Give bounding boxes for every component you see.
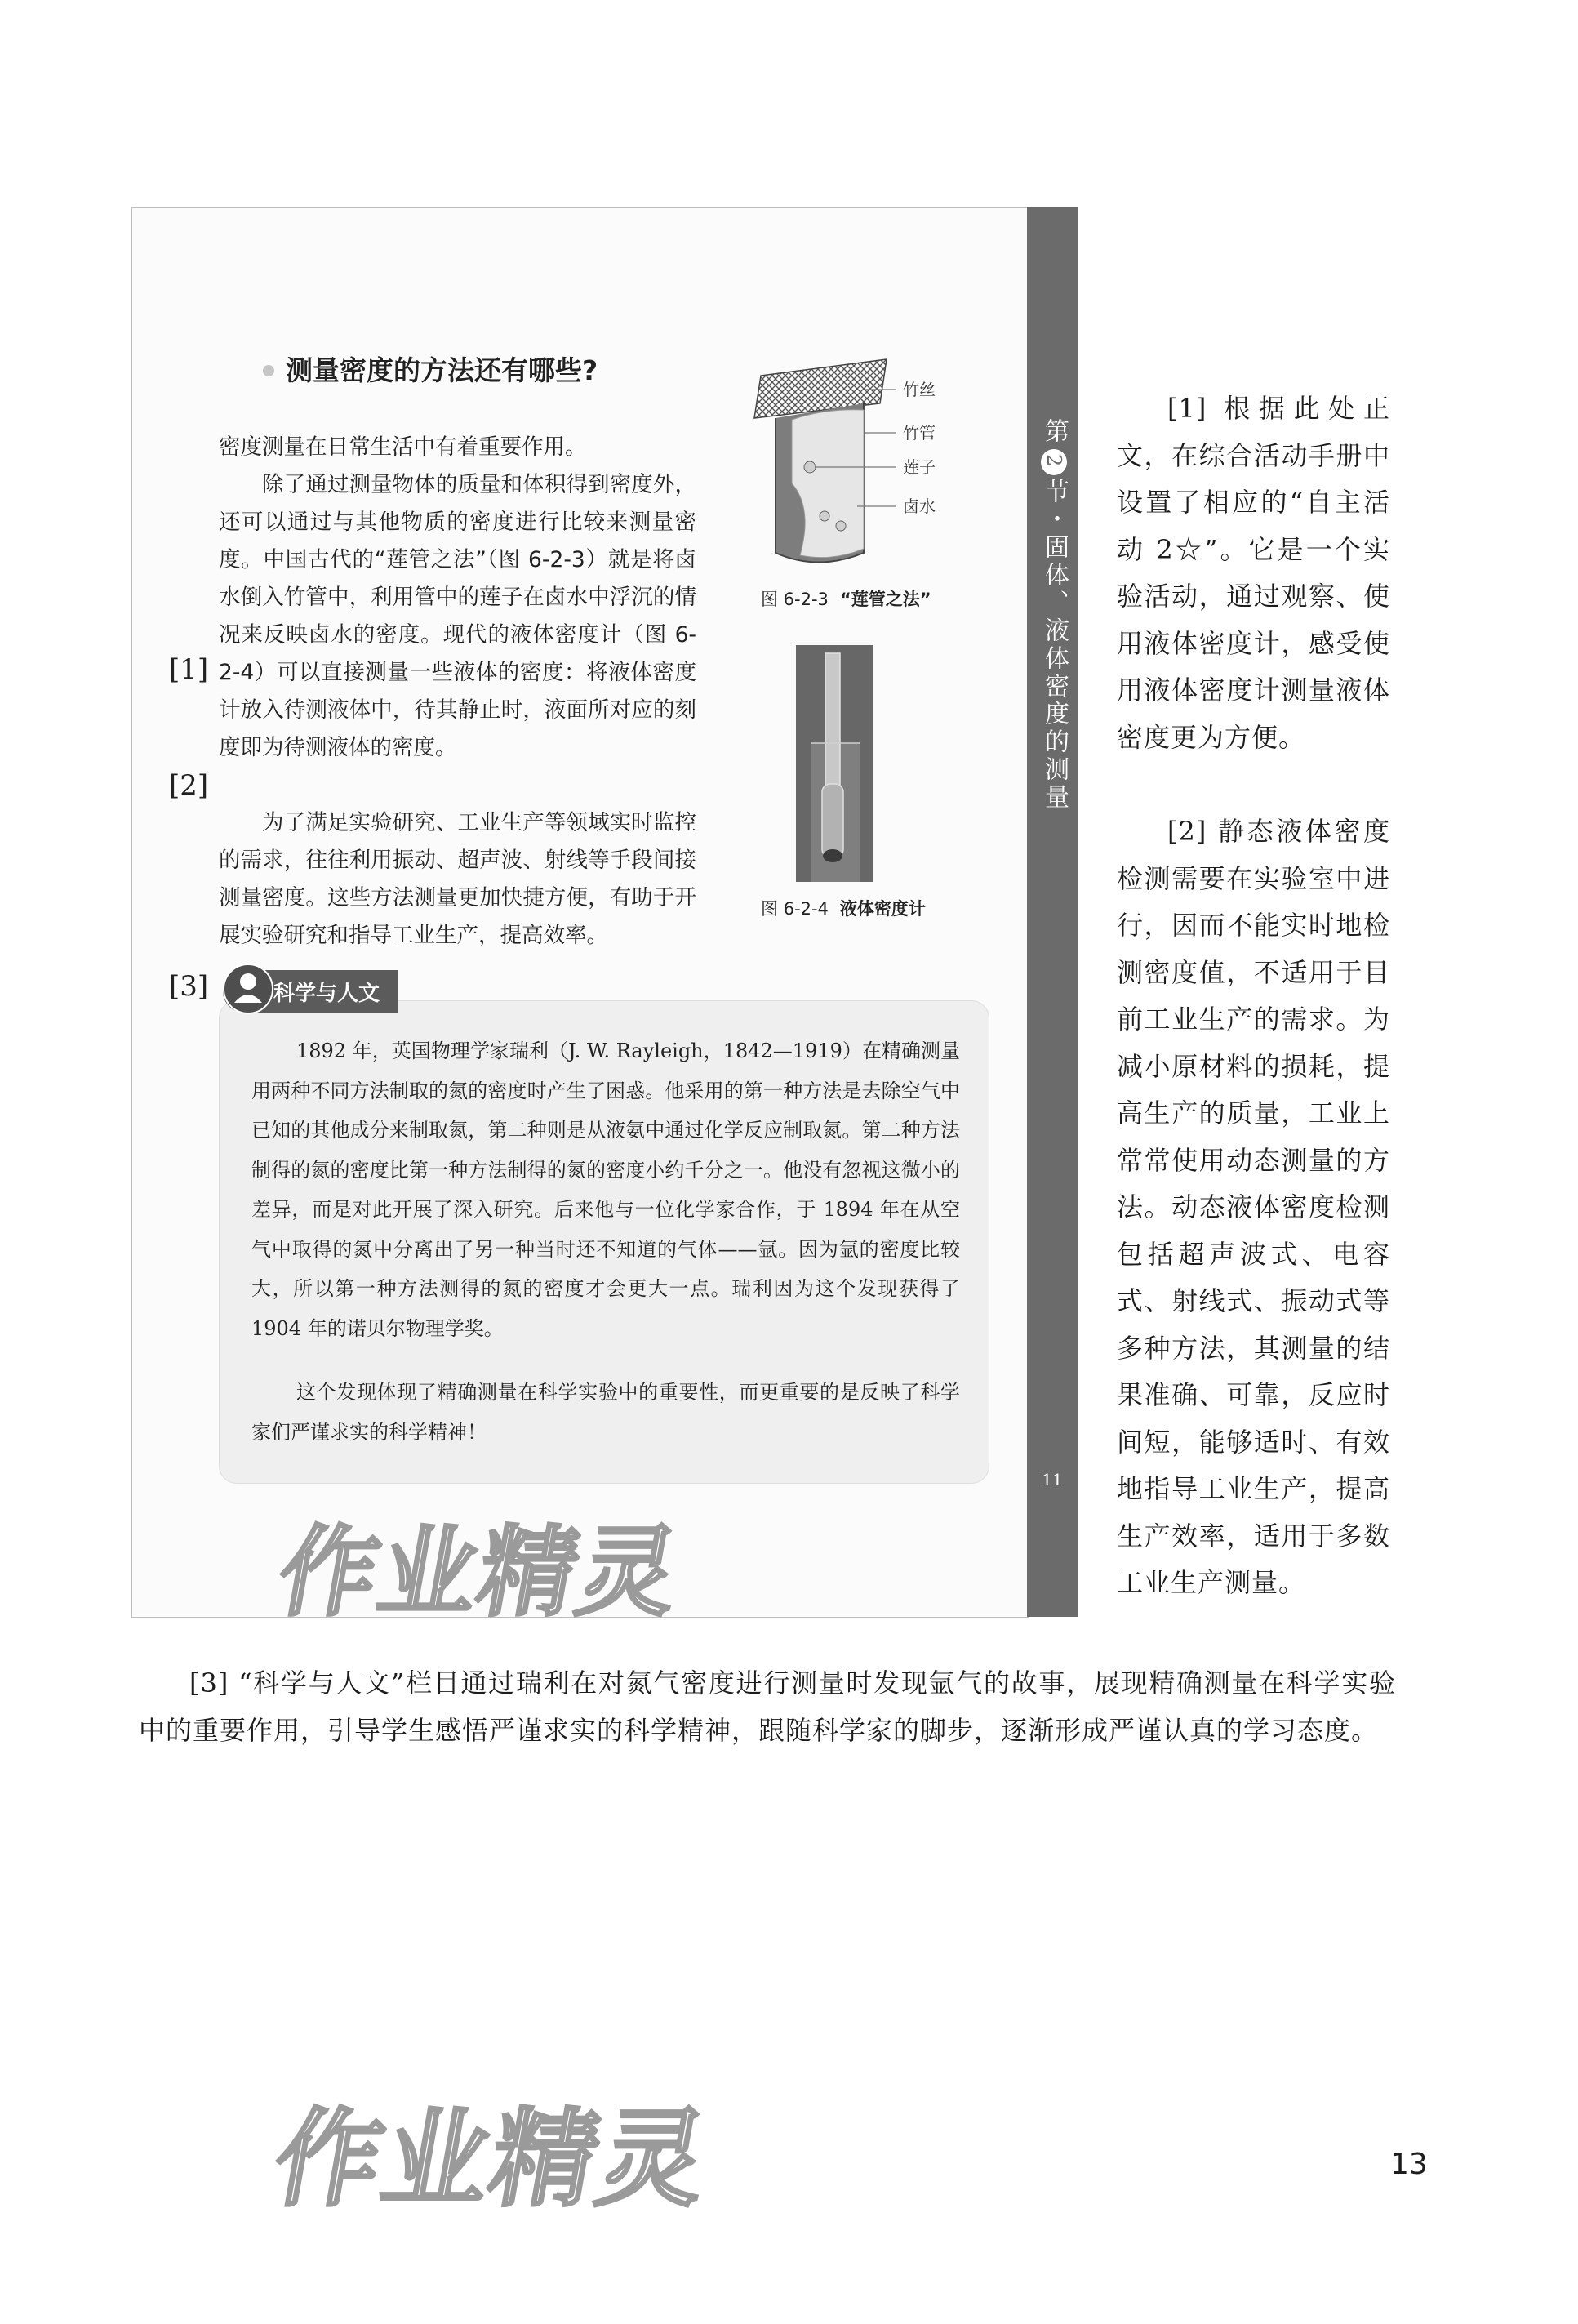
section-title: 测量密度的方法还有哪些? — [286, 354, 598, 386]
textbook-page-number: 11 — [1042, 1470, 1063, 1489]
fig1-label-brine: 卤水 — [903, 496, 936, 516]
fig1-label-bamboo-wire: 竹丝 — [903, 380, 936, 399]
science-paragraph-1: 1892 年，英国物理学家瑞利（J. W. Rayleigh，1842—1919）在精确测量用两种不同方法制取的氮的密度时产生了困惑。他采用的第一种方法是去除空气中已知的其他成分来制取氮，第二种则是从液氨中通过化学反应制取氮。第二种方法制得的氮的密度比第一种方法制得的氮的密度小约千分之一。他没有忽视这微小的差异，而是对此开展了深入研究。后来他与一位化学家合作，于 1894 年在从空气中取得的氮中分离出了另一种当时还不知道的气体——氩。因为氩的密度比较大，所以第一种方法测得的氮的密度才会更大一点。瑞利因为这个发现获得了 1904 年的诺贝尔物理学奖。 — [251, 1040, 960, 1340]
paragraph-1: 密度测量在日常生活中有着重要作用。 — [219, 434, 587, 460]
lotus-tube-figure — [743, 353, 971, 573]
science-humanities-label: 科学与人文 — [273, 982, 380, 1006]
paragraph-3: 为了满足实验研究、工业生产等领域实时监控的需求，往往利用振动、超声波、射线等手段间接测量密度。这些方法测量更加快捷方便，有助于开展实验研究和指导工业生产，提高效率。 — [219, 810, 696, 948]
figure-6-2-3-caption: 图 6-2-3 “莲管之法” — [761, 590, 931, 609]
annotation-3: [3] “科学与人文”栏目通过瑞利在对氮气密度进行测量时发现氩气的故事，展现精确测量在科学实验中的重要作用，引导学生感悟严谨求实的科学精神，跟随科学家的脚步，逐渐形成严谨认真的学习态度。 — [139, 1667, 1396, 1746]
marker-2: [2] — [169, 769, 209, 802]
watermark-bottom: 作业精灵 — [264, 2097, 718, 2221]
figure-6-2-4-caption: 图 6-2-4 液体密度计 — [761, 899, 926, 919]
watermark-top: 作业精灵 — [269, 1516, 689, 1630]
science-paragraph-2: 这个发现体现了精确测量在科学实验中的重要性，而更重要的是反映了科学家们严谨求实的科学精神！ — [251, 1381, 960, 1444]
annotation-1: [1] 根据此处正文，在综合活动手册中设置了相应的“自主活动 2☆”。它是一个实验活动，通过观察、使用液体密度计，感受使用液体密度计测量液体密度更为方便。 — [1117, 393, 1390, 753]
marker-1: [1] — [169, 653, 209, 686]
fig1-label-bamboo-tube: 竹管 — [903, 423, 936, 443]
reader-avatar-icon — [223, 964, 273, 1014]
paragraph-2: 除了通过测量物体的质量和体积得到密度外，还可以通过与其他物质的密度进行比较来测量密度。中国古代的“莲管之法”（图 6-2-3）就是将卤水倒入竹管中，利用管中的莲子在卤水中浮沉的情况来反映卤水的密度。现代的液体密度计（图 6-2-4）可以直接测量一些液体的密度：将液体密度计放入待测液体中，待其静止时，液面所对应的刻度即为待测液体的密度。 — [219, 472, 696, 760]
hydrometer-photo — [796, 645, 873, 882]
annotation-2: [2] 静态液体密度检测需要在实验室中进行，因而不能实时地检测密度值，不适用于目前工业生产的需求。为减小原材料的损耗，提高生产的质量，工业上常常使用动态测量的方法。动态液体密度检测包括超声波式、电容式、射线式、振动式等多种方法，其测量的结果准确、可靠，反应时间短，能够适时、有效地指导工业生产，提高生产效率，适用于多数工业生产测量。 — [1117, 816, 1390, 1598]
circled-number: 2 — [1041, 449, 1067, 475]
chapter-side-tab-text: 第2节・固体、液体密度的测量 — [1040, 418, 1069, 812]
marker-3: [3] — [169, 970, 209, 1003]
page-number: 13 — [1390, 2148, 1428, 2181]
fig1-label-lotus-seed: 莲子 — [903, 457, 936, 477]
section-bullet-icon — [263, 365, 274, 376]
